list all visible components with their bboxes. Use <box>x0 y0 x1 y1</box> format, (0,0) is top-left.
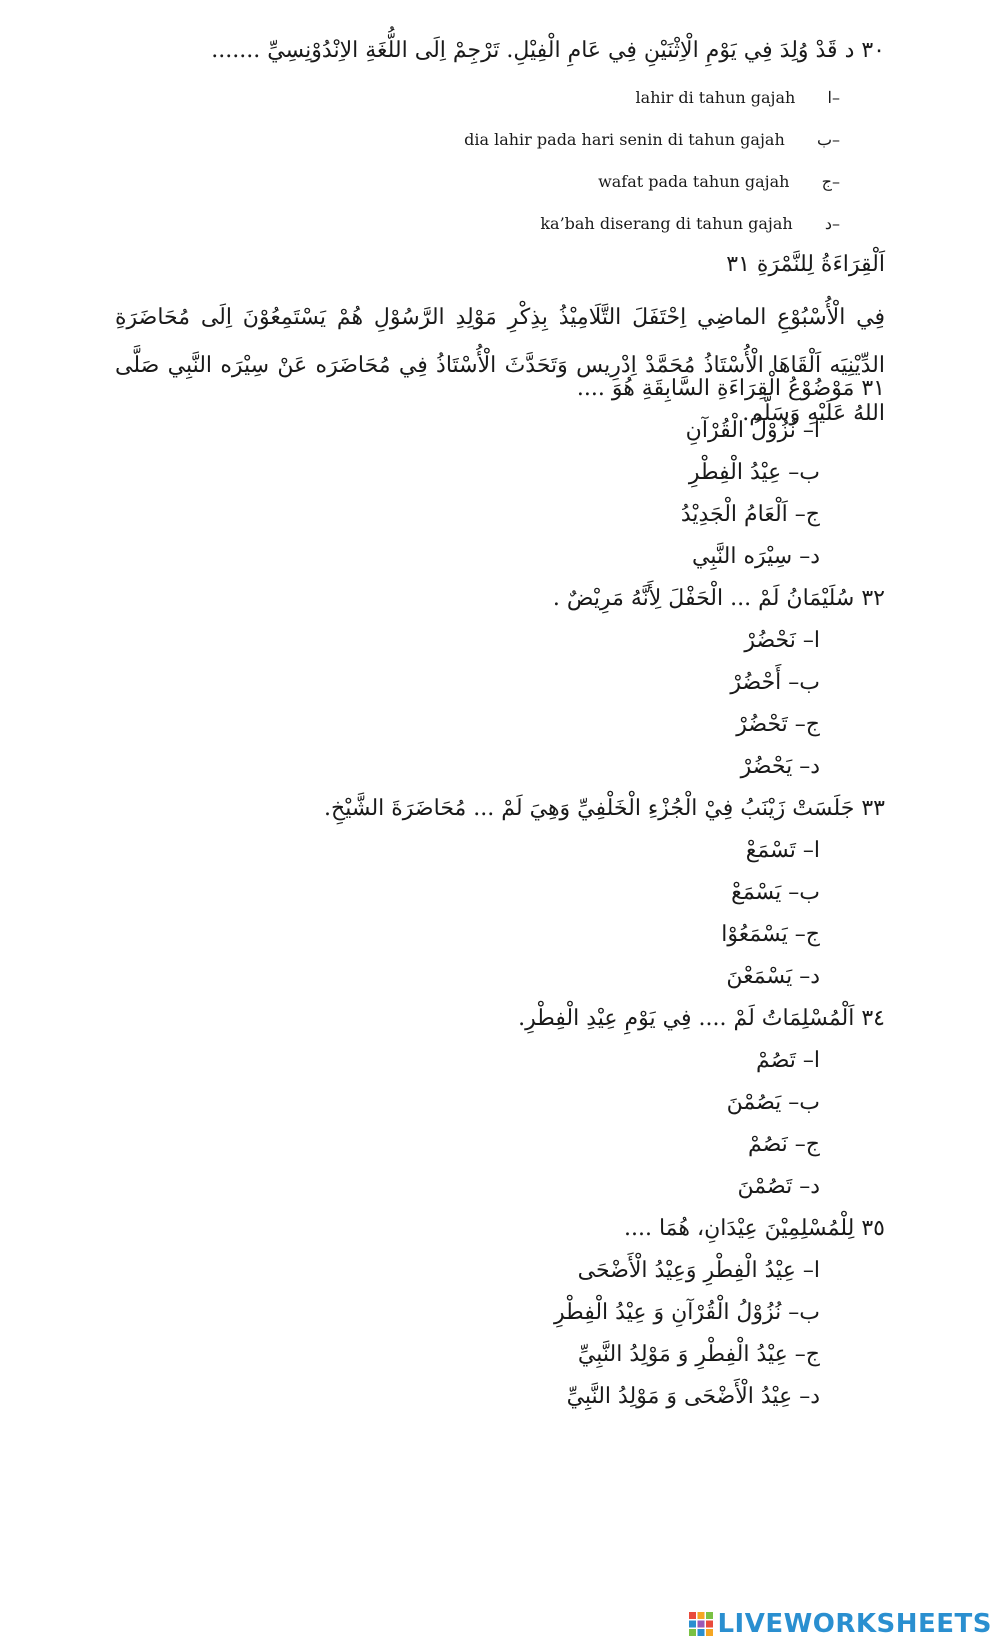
liveworksheets-logo <box>688 1609 992 1639</box>
q33-option-a[interactable]: ا– تَسْمَعْ <box>745 838 820 863</box>
q33-option-c[interactable]: ج– يَسْمَعُوْا <box>721 922 820 947</box>
q30-option-d[interactable] <box>540 214 840 233</box>
option-letter: ب– <box>816 130 840 149</box>
option-text: dia lahir pada hari senin di tahun gajah <box>464 130 785 149</box>
q32-option-b[interactable]: ب– أَحْضُرْ <box>730 670 820 695</box>
q35-option-b[interactable]: ب– نُزُوْلُ الْقُرْآنِ وَ عِيْدُ الْفِطْرِ <box>554 1300 820 1325</box>
q30-option-b[interactable] <box>464 130 840 149</box>
q33-option-d[interactable]: د– يَسْمَعْنَ <box>726 964 820 989</box>
reading-paragraph: فِي الْأُسْبُوْعِ الماضِي اِحْتَفَلَ التَّلَامِيْذُ بِذِكْرِ مَوْلِدِ الرَّسُوْلِ هُمْ يَسْتَمِعُوْنَ اِلَى مُحَاضَرَةِ الدِّيْنِيَه اَلْقَاهَا الْأُسْتَاذُ مُحَمَّدْ اِدْرِيس وَتَحَدَّثَ الْأُسْتَاذُ فِي مُحَاضَرَه عَنْ سِيْرَه النَّبِي صَلَّى اللهُ عَلَيْهِ وَسَلَّم. <box>115 305 885 426</box>
q32-option-d[interactable]: د– يَحْضُرْ <box>740 754 820 779</box>
question-30-stem: ٣٠ د قَدْ وُلِدَ فِي يَوْمِ الْاِثْنَيْنِ فِي عَامِ الْفِيْلِ. تَرْجِمْ اِلَى اللُّغَةِ الاِنْدُوْنِسِيِّ ....... <box>211 38 885 63</box>
question-32-stem: ٣٢ سُلَيْمَانُ لَمْ ... الْحَفْلَ لِأَنَّهُ مَرِيْضٌ . <box>552 586 885 611</box>
q30-option-c[interactable] <box>598 172 840 191</box>
question-35-stem: ٣٥ لِلْمُسْلِمِيْنَ عِيْدَانِ، هُمَا .... <box>623 1216 885 1241</box>
question-34-stem: ٣٤ اَلْمُسْلِمَاتُ لَمْ .... فِي يَوْمِ عِيْدِ الْفِطْرِ. <box>518 1006 885 1031</box>
option-text: lahir di tahun gajah <box>635 88 796 107</box>
q35-option-d[interactable]: د– عِيْدُ الْأَضْحَى وَ مَوْلِدُ النَّبِيِّ <box>566 1384 820 1409</box>
q35-option-a[interactable]: ا– عِيْدُ الْفِطْرِ وَعِيْدُ الْأَضْحَى <box>577 1258 820 1283</box>
q32-option-a[interactable]: ا– نَحْضُرْ <box>744 628 820 653</box>
option-letter: ج– <box>821 172 840 191</box>
question-33-stem: ٣٣ جَلَسَتْ زَيْنَبُ فِيْ الْجُزْءِ الْخَلْفِيِّ وَهِيَ لَمْ ... مُحَاضَرَةَ الشَّيْخِ. <box>324 796 885 821</box>
option-letter: د– <box>824 214 840 233</box>
option-text: ka’bah diserang di tahun gajah <box>540 214 793 233</box>
q31-option-c[interactable]: ج– اَلْعَامُ الْجَدِيْدُ <box>680 502 820 527</box>
q31-option-a[interactable]: ا– نُزُوْلُ الْقُرْآنِ <box>685 418 820 443</box>
question-31-stem: ٣١ مَوْضُوْعُ الْقِرَاءَةِ السَّابِقَةِ هُوَ .... <box>576 376 885 401</box>
option-letter: ا– <box>827 88 840 107</box>
q34-option-d[interactable]: د– تَصُمْنَ <box>737 1174 820 1199</box>
q35-option-c[interactable]: ج– عِيْدُ الْفِطْرِ وَ مَوْلِدُ النَّبِيِّ <box>577 1342 820 1367</box>
q33-option-b[interactable]: ب– يَسْمَعْ <box>731 880 820 905</box>
q31-option-b[interactable]: ب– عِيْدُ الْفِطْرِ <box>688 460 820 485</box>
q34-option-a[interactable]: ا– تَصُمْ <box>756 1048 820 1073</box>
q30-option-a[interactable] <box>636 88 840 107</box>
liveworksheets-logo-text: LIVEWORKSHEETS <box>717 1609 992 1639</box>
option-text: wafat pada tahun gajah <box>598 172 790 191</box>
q31-option-d[interactable]: د– سِيْرَه النَّبِي <box>692 544 820 569</box>
q32-option-c[interactable]: ج– تَحْضُرْ <box>736 712 820 737</box>
q34-option-b[interactable]: ب– يَصُمْنَ <box>726 1090 820 1115</box>
q34-option-c[interactable]: ج– نَصُمْ <box>747 1132 820 1157</box>
liveworksheets-logo-icon <box>688 1611 714 1637</box>
reading-title: اَلْقِرَاءَةُ لِلنَّمْرَةِ ٣١ <box>726 252 885 277</box>
